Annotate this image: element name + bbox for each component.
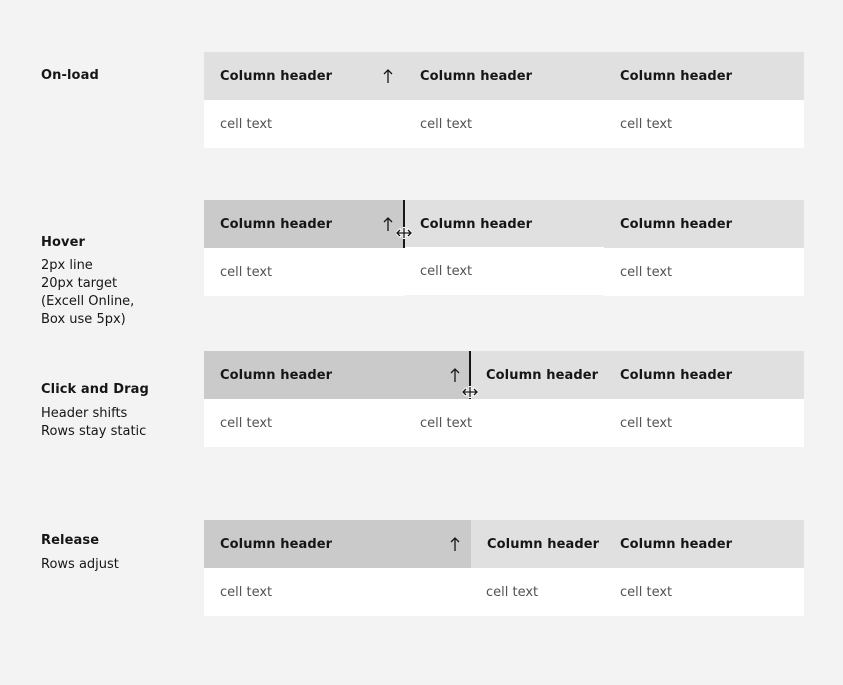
column-header-3[interactable] — [604, 520, 804, 568]
column-header-2[interactable] — [404, 52, 604, 100]
table-cell — [604, 248, 804, 296]
column-header-2[interactable] — [470, 351, 604, 399]
section-title-hover: Hover — [41, 235, 86, 250]
column-header-3[interactable] — [604, 351, 804, 399]
table-cell — [404, 399, 604, 447]
table-cell — [604, 100, 804, 148]
arrow-up-icon[interactable] — [383, 68, 393, 84]
cell-text: cell text — [420, 415, 473, 431]
desc-line: 20px target — [41, 276, 118, 291]
column-header-label: Column header — [220, 536, 333, 552]
column-header-label: Column header — [487, 536, 600, 552]
arrow-up-icon[interactable] — [450, 536, 460, 552]
column-header-3[interactable] — [604, 200, 804, 248]
column-header-1[interactable] — [204, 200, 404, 248]
cell-text: cell text — [486, 584, 539, 600]
table-cell — [204, 399, 404, 447]
column-resize-handle[interactable] — [403, 200, 405, 248]
horizontal-resize-cursor-icon — [462, 386, 478, 398]
cell-text: cell text — [620, 415, 673, 431]
cell-text: cell text — [220, 584, 273, 600]
arrow-up-icon[interactable] — [450, 367, 460, 383]
table-cell — [404, 247, 604, 295]
column-header-3[interactable] — [604, 52, 804, 100]
table-cell — [204, 100, 404, 148]
table-cell — [204, 568, 470, 616]
table-cell — [604, 568, 804, 616]
desc-line: Rows stay static — [41, 424, 147, 439]
column-header-1[interactable] — [204, 52, 404, 100]
table-cell — [404, 100, 604, 148]
cell-text: cell text — [420, 263, 473, 279]
cell-text: cell text — [620, 584, 673, 600]
column-header-label: Column header — [420, 216, 533, 232]
column-header-label: Column header — [486, 367, 599, 383]
column-header-2[interactable] — [471, 520, 604, 568]
arrow-up-icon[interactable] — [383, 216, 393, 232]
column-header-label: Column header — [420, 68, 533, 84]
desc-line: Box use 5px) — [41, 312, 126, 327]
column-header-label: Column header — [220, 216, 333, 232]
column-header-label: Column header — [220, 367, 333, 383]
table-cell — [204, 248, 404, 296]
horizontal-resize-cursor-icon — [396, 227, 412, 239]
table-cell — [604, 399, 804, 447]
section-title-release: Release — [41, 533, 100, 548]
desc-line: Rows adjust — [41, 557, 119, 572]
cell-text: cell text — [220, 264, 273, 280]
desc-line: (Excell Online, — [41, 294, 135, 309]
column-header-label: Column header — [220, 68, 333, 84]
table-cell — [470, 568, 604, 616]
desc-line: 2px line — [41, 258, 93, 273]
section-desc-hover — [41, 257, 134, 329]
column-header-1[interactable] — [204, 351, 470, 399]
column-header-2[interactable] — [404, 200, 604, 248]
cell-text: cell text — [420, 116, 473, 132]
section-title-drag: Click and Drag — [41, 382, 149, 397]
column-header-label: Column header — [620, 536, 733, 552]
section-desc-release — [41, 556, 119, 574]
cell-text: cell text — [220, 116, 273, 132]
cell-text: cell text — [620, 116, 673, 132]
section-title-onload: On-load — [41, 68, 99, 83]
column-header-label: Column header — [620, 68, 733, 84]
column-header-1[interactable] — [204, 520, 471, 568]
cell-text: cell text — [220, 415, 273, 431]
desc-line: Header shifts — [41, 406, 128, 421]
cell-text: cell text — [620, 264, 673, 280]
column-header-label: Column header — [620, 367, 733, 383]
section-desc-drag — [41, 405, 146, 441]
column-header-label: Column header — [620, 216, 733, 232]
